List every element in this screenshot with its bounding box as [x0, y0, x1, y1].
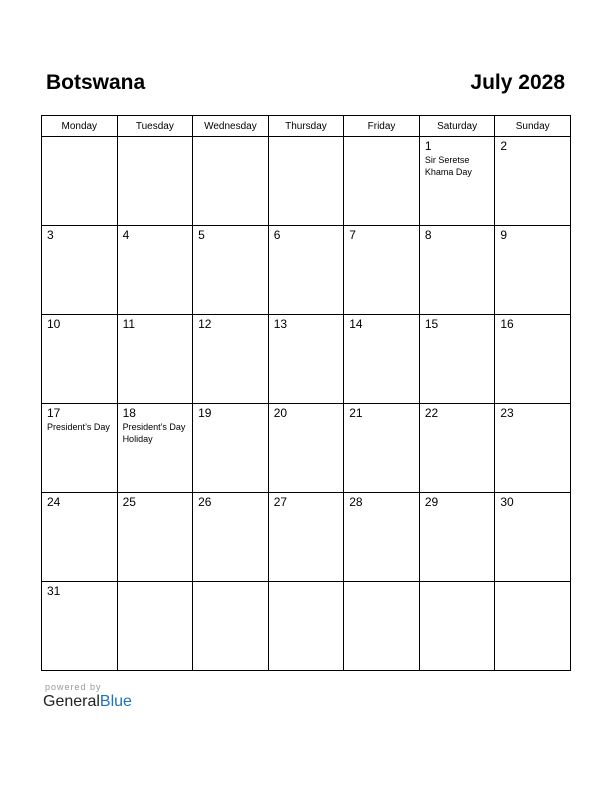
- country-title: Botswana: [46, 71, 146, 94]
- day-number: 15: [424, 317, 439, 331]
- day-cell: [344, 493, 420, 582]
- day-cell: [495, 493, 571, 582]
- day-number: [193, 582, 268, 585]
- week-row: [42, 582, 571, 671]
- week-row: [42, 404, 571, 493]
- day-number: [269, 137, 344, 140]
- day-number: 3: [47, 228, 54, 242]
- day-cell: [117, 226, 193, 315]
- week-row: [42, 493, 571, 582]
- day-cell: [419, 493, 495, 582]
- day-cell: [268, 493, 344, 582]
- day-number: [495, 582, 570, 585]
- day-number: 10: [47, 317, 61, 331]
- calendar-grid: [41, 115, 571, 671]
- day-cell: [42, 493, 118, 582]
- day-cell: [117, 582, 193, 671]
- day-cell: [495, 226, 571, 315]
- day-number: 24: [47, 495, 61, 509]
- day-cell: [344, 404, 420, 493]
- day-cell: [419, 137, 495, 226]
- day-number: [118, 582, 193, 585]
- day-cell: [495, 582, 571, 671]
- weekday-header: Friday: [344, 116, 420, 137]
- day-number: 4: [122, 228, 130, 242]
- weekday-header: Tuesday: [117, 116, 193, 137]
- day-cell: [344, 226, 420, 315]
- weekday-header: Wednesday: [193, 116, 269, 137]
- day-number: 18: [122, 406, 136, 420]
- day-cell: [117, 137, 193, 226]
- day-number: 12: [198, 317, 212, 331]
- calendar-body: [42, 137, 571, 671]
- day-number: 27: [273, 495, 288, 509]
- day-number: 14: [349, 317, 363, 331]
- day-cell: [344, 315, 420, 404]
- day-cell: [193, 315, 269, 404]
- day-cell: [419, 582, 495, 671]
- day-number: [193, 137, 268, 140]
- brand-second-word: Blue: [99, 693, 132, 710]
- day-cell: [193, 226, 269, 315]
- day-number: 17: [47, 406, 61, 420]
- generalblue-logo: [43, 682, 132, 711]
- brand-name: [43, 693, 132, 711]
- day-cell: [419, 315, 495, 404]
- day-cell: [268, 226, 344, 315]
- day-number: [118, 137, 193, 140]
- day-cell: [268, 315, 344, 404]
- day-cell: [495, 137, 571, 226]
- day-number: 31: [47, 584, 61, 598]
- weekday-header-row: [42, 116, 571, 137]
- day-number: 23: [500, 406, 514, 420]
- day-cell: [268, 404, 344, 493]
- day-cell: [268, 582, 344, 671]
- weekday-header: Monday: [42, 116, 118, 137]
- day-cell: [193, 582, 269, 671]
- day-cell: [193, 137, 269, 226]
- day-number: 13: [273, 317, 288, 331]
- day-number: [420, 582, 495, 585]
- day-cell: [117, 404, 193, 493]
- day-number: 19: [198, 406, 212, 420]
- day-number: 6: [273, 228, 281, 242]
- day-number: 9: [500, 228, 508, 242]
- weekday-header: Sunday: [495, 116, 571, 137]
- week-row: [42, 226, 571, 315]
- holiday-label: President’s Day Holiday: [122, 422, 186, 444]
- week-row: [42, 315, 571, 404]
- day-number: 28: [349, 495, 363, 509]
- day-cell: [193, 404, 269, 493]
- day-number: [269, 582, 344, 585]
- day-number: 11: [122, 317, 136, 331]
- day-cell: [117, 493, 193, 582]
- day-number: 16: [500, 317, 514, 331]
- day-cell: [419, 404, 495, 493]
- day-number: 5: [198, 228, 205, 242]
- powered-by-label: powered by: [45, 682, 102, 692]
- weekday-header: Thursday: [268, 116, 344, 137]
- day-number: 7: [349, 228, 356, 242]
- day-cell: [117, 315, 193, 404]
- day-cell: [495, 404, 571, 493]
- holiday-label: President’s Day: [47, 422, 110, 432]
- day-number: 1: [424, 139, 432, 153]
- day-cell: [344, 137, 420, 226]
- day-cell: [42, 137, 118, 226]
- day-number: 25: [122, 495, 136, 509]
- day-number: 30: [500, 495, 514, 509]
- month-year-title: July 2028: [470, 71, 565, 94]
- day-number: 21: [349, 406, 363, 420]
- day-number: 2: [500, 139, 508, 153]
- day-cell: [419, 226, 495, 315]
- day-number: [42, 137, 117, 140]
- day-cell: [42, 404, 118, 493]
- day-number: [344, 582, 419, 585]
- day-cell: [42, 315, 118, 404]
- holiday-label: Sir Seretse Khama Day: [424, 155, 472, 177]
- day-number: 8: [424, 228, 432, 242]
- weekday-header: Saturday: [419, 116, 495, 137]
- day-number: 20: [273, 406, 288, 420]
- brand-first-word: General: [43, 693, 100, 710]
- day-cell: [42, 226, 118, 315]
- day-number: [344, 137, 419, 140]
- day-number: 26: [198, 495, 212, 509]
- day-cell: [344, 582, 420, 671]
- week-row: [42, 137, 571, 226]
- day-cell: [495, 315, 571, 404]
- day-cell: [268, 137, 344, 226]
- day-cell: [42, 582, 118, 671]
- day-cell: [193, 493, 269, 582]
- day-number: 29: [424, 495, 439, 509]
- day-number: 22: [424, 406, 439, 420]
